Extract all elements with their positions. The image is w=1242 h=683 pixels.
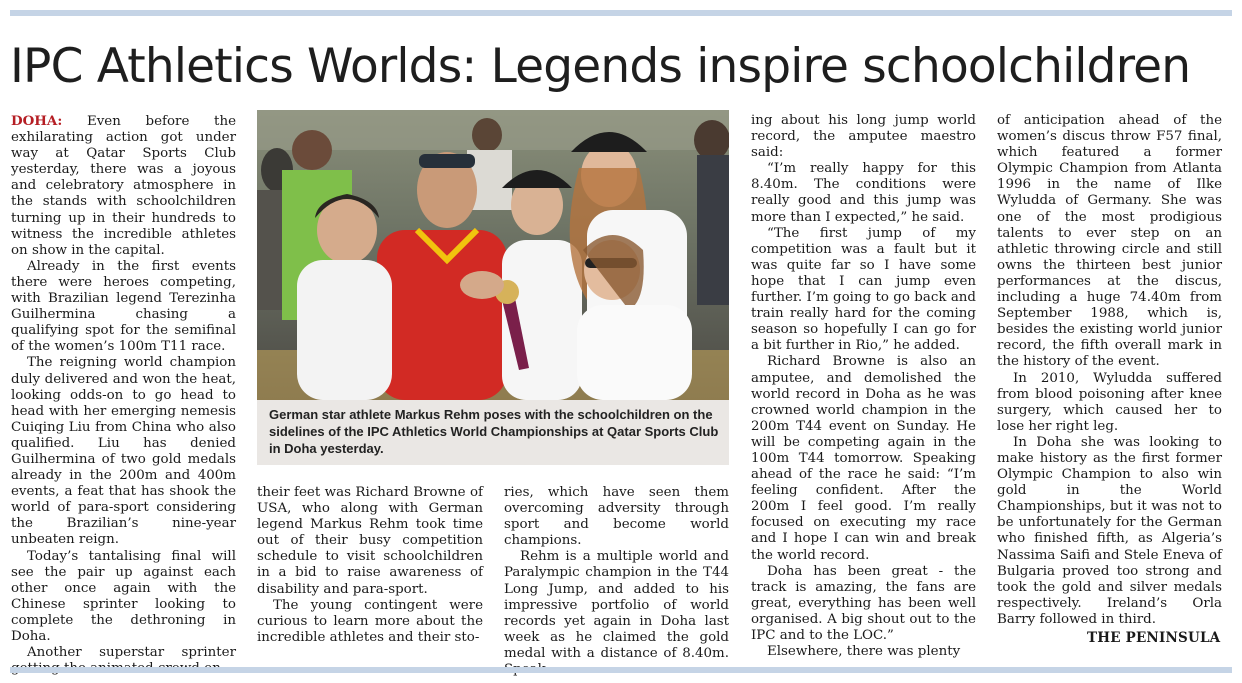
- paragraph: Richard Browne is also an amputee, and demolished the world record in Doha as he was crowned world champion in the 200m T44 event on Sunday. He will be competing again in the 100m T44 tomorrow. Speaking ahead of the race he said: “I’m feeling confident. After the 200m I feel good. I’m really focused on executing my race and I hope I can win and break the world record.: [751, 354, 976, 563]
- paragraph: The young contingent were curious to learn more about the incredible athletes and their sto-: [257, 597, 483, 645]
- article-column-5: [997, 113, 1222, 628]
- paragraph: Rehm is a multiple world and Paralympic champion in the T44 Long Jump, and added to his impressive portfolio of world records yet again in Doha last week as he claimed the gold medal with a distance of 8.40m.: [504, 549, 729, 661]
- paragraph: In Doha she was looking to make history as the first former Olympic Champion to also win gold in the World Championships, but it was not to be unfortunately for the German who finished fifth, as Algeria’s Nassima Saifi and Stele Eneva of Bulgaria proved too strong and took the gold and silver medals respectively. Ireland’s Orla Barry followed in third.: [997, 434, 1222, 627]
- dateline: DOHA:: [11, 113, 63, 129]
- paragraph: Today’s tantalising final will see the pair up against each other once again with the Chinese sprinter looking to complete the dethroning in Doha.: [11, 548, 236, 644]
- paragraph: of anticipation ahead of the women’s discus throw F57 final, which featured a former Olympic Champion from Atlanta 1996 in the name of Ilke Wyludda of Germany. She was one of the most prodigious talents to ever step on an athletic throwing circle and still owns the thirteen best junior performances at the discus, including a huge 74.40m from September 1988, which is, besides the existing world junior record, the fifth overall mark in the history of the event.: [997, 113, 1222, 370]
- paragraph: ing about his long jump world record, the amputee maestro said:: [751, 113, 976, 161]
- paragraph: “I’m really happy for this 8.40m. The conditions were really good and this jump was more than I expected,” he said.: [751, 161, 976, 225]
- paragraph: Already in the first events there were heroes competing, with Brazilian legend Terezinha Guilhermina chasing a qualifying spot for the semifinal of the women’s 100m T11 race.: [11, 258, 236, 355]
- page-title: IPC Athletics Worlds: Legends inspire schoolchildren: [10, 39, 1191, 94]
- paragraph: ries, which have seen them overcoming adversity through sport and become world champions.: [504, 485, 729, 549]
- photo-figure: [257, 110, 729, 465]
- article-column-2: [257, 485, 483, 646]
- paragraph: Another superstar sprinter: [27, 645, 236, 661]
- source-credit: THE PENINSULA: [1087, 630, 1221, 646]
- paragraph: In 2010, Wyludda suffered from blood poisoning after knee surgery, which caused her to lose her right leg.: [997, 370, 1222, 434]
- article-column-1: [11, 113, 236, 677]
- top-rule: [10, 10, 1232, 16]
- photo-athlete-with-schoolchildren: [257, 110, 729, 400]
- paragraph: Doha has been great - the track is amazing, the fans are great, everything has been well organised. A big shout out to the IPC and to the LOC.”: [751, 563, 976, 643]
- article-column-4: [751, 113, 976, 660]
- paragraph: Elsewhere, there was plenty: [767, 644, 961, 660]
- paragraph: their feet was Richard Browne of USA, who along with German legend Markus Rehm took time out of their busy competition schedule to visit schoolchildren in a bid to raise awareness of disability and para-sport.: [257, 485, 483, 597]
- article-column-3: [504, 485, 729, 678]
- paragraph: “The first jump of my competition was a fault but it was quite far so I have some hope that I can jump even further. I’m going to go back and train really hard for the coming season so hopefully I can go for a bit further in Rio,” he added.: [751, 225, 976, 354]
- photo-caption: German star athlete Markus Rehm poses with the schoolchildren on the sidelines of the IPC Athletics World Championships at Qatar Sports Club in Doha yesterday.: [269, 407, 719, 456]
- bottom-rule: [10, 667, 1232, 673]
- lead-paragraph: [11, 113, 236, 259]
- paragraph-text: Even before the exhilarating action got under way at Qatar Sports Club yesterday, there was a joyous and celebratory atmosphere in the stands with schoolchildren turning up in their hundreds to witness the incredible athletes on show in the capital.: [11, 114, 236, 258]
- paragraph: The reigning world champion duly delivered and won the heat, looking odds-on to go head to head with her emerging nemesis Cuiqing Liu from China who also qualified. Liu has denied Guilhermina of two gold medals already in the 200m and 400m events, a feat that has shook the world of para-sport considering the Brazilian’s nine-year unbeaten reign.: [11, 355, 236, 548]
